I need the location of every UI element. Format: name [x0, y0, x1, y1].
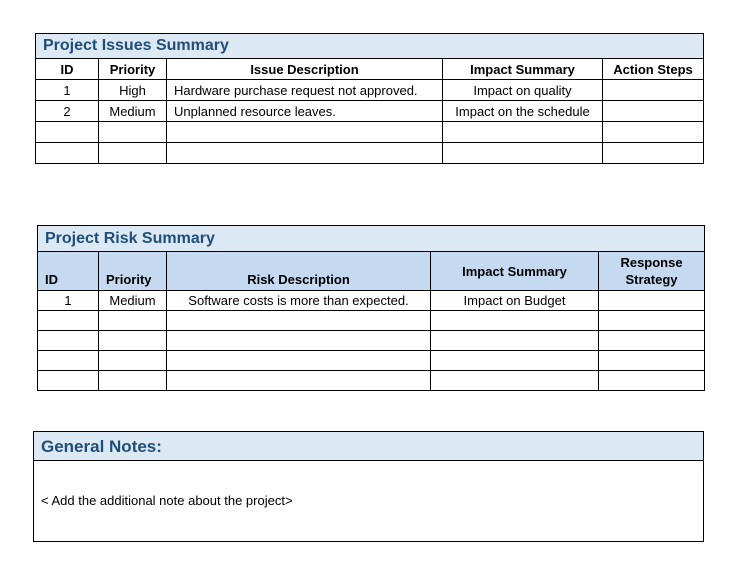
risks-header-priority: Priority — [99, 252, 167, 291]
issue-action — [603, 80, 704, 101]
table-row — [36, 101, 704, 122]
risks-table — [37, 225, 705, 391]
risks-header-impact: Impact Summary — [431, 252, 599, 291]
risk-response — [599, 371, 705, 391]
risk-description — [167, 371, 431, 391]
risks-title-row — [38, 226, 705, 252]
risk-priority — [99, 351, 167, 371]
table-row — [36, 122, 704, 143]
issue-id: 2 — [36, 101, 99, 122]
issues-title: Project Issues Summary — [36, 34, 704, 59]
risk-priority — [99, 311, 167, 331]
issue-action — [603, 101, 704, 122]
risk-impact — [431, 351, 599, 371]
risk-id — [38, 351, 99, 371]
table-row — [36, 143, 704, 164]
issue-action — [603, 122, 704, 143]
table-row — [36, 80, 704, 101]
risk-id — [38, 331, 99, 351]
risks-header-id: ID — [38, 252, 99, 291]
notes-body: < Add the additional note about the project> — [41, 493, 293, 508]
issue-impact: Impact on the schedule — [443, 101, 603, 122]
risk-description — [167, 351, 431, 371]
risk-response — [599, 291, 705, 311]
issue-id — [36, 122, 99, 143]
issue-priority: High — [99, 80, 167, 101]
risks-header-description: Risk Description — [167, 252, 431, 291]
issues-table — [35, 33, 704, 164]
issue-id: 1 — [36, 80, 99, 101]
issue-id — [36, 143, 99, 164]
risk-impact — [431, 311, 599, 331]
risk-id: 1 — [38, 291, 99, 311]
risk-impact: Impact on Budget — [431, 291, 599, 311]
issues-header-action: Action Steps — [603, 59, 704, 80]
table-row — [38, 351, 705, 371]
risk-description — [167, 311, 431, 331]
issue-action — [603, 143, 704, 164]
table-row — [38, 291, 705, 311]
issue-description — [167, 143, 443, 164]
issue-impact — [443, 143, 603, 164]
general-notes-box — [33, 431, 704, 542]
risk-priority: Medium — [99, 291, 167, 311]
risks-title: Project Risk Summary — [38, 226, 705, 252]
issue-impact: Impact on quality — [443, 80, 603, 101]
issues-header-row — [36, 59, 704, 80]
issues-header-id: ID — [36, 59, 99, 80]
issue-description: Unplanned resource leaves. — [167, 101, 443, 122]
risks-header-row — [38, 252, 705, 291]
table-row — [38, 371, 705, 391]
issues-title-row — [36, 34, 704, 59]
risk-description — [167, 331, 431, 351]
issue-priority — [99, 122, 167, 143]
risk-id — [38, 371, 99, 391]
risk-id — [38, 311, 99, 331]
issues-header-impact: Impact Summary — [443, 59, 603, 80]
risk-impact — [431, 371, 599, 391]
risk-description: Software costs is more than expected. — [167, 291, 431, 311]
risk-priority — [99, 371, 167, 391]
issue-description — [167, 122, 443, 143]
risk-priority — [99, 331, 167, 351]
notes-title: General Notes: — [34, 432, 703, 461]
table-row — [38, 331, 705, 351]
issue-priority — [99, 143, 167, 164]
risk-impact — [431, 331, 599, 351]
risks-header-response: Response Strategy — [599, 252, 705, 291]
risk-response — [599, 351, 705, 371]
issues-header-priority: Priority — [99, 59, 167, 80]
issue-impact — [443, 122, 603, 143]
table-row — [38, 311, 705, 331]
risk-response — [599, 331, 705, 351]
issue-priority: Medium — [99, 101, 167, 122]
issue-description: Hardware purchase request not approved. — [167, 80, 443, 101]
issues-header-description: Issue Description — [167, 59, 443, 80]
risk-response — [599, 311, 705, 331]
